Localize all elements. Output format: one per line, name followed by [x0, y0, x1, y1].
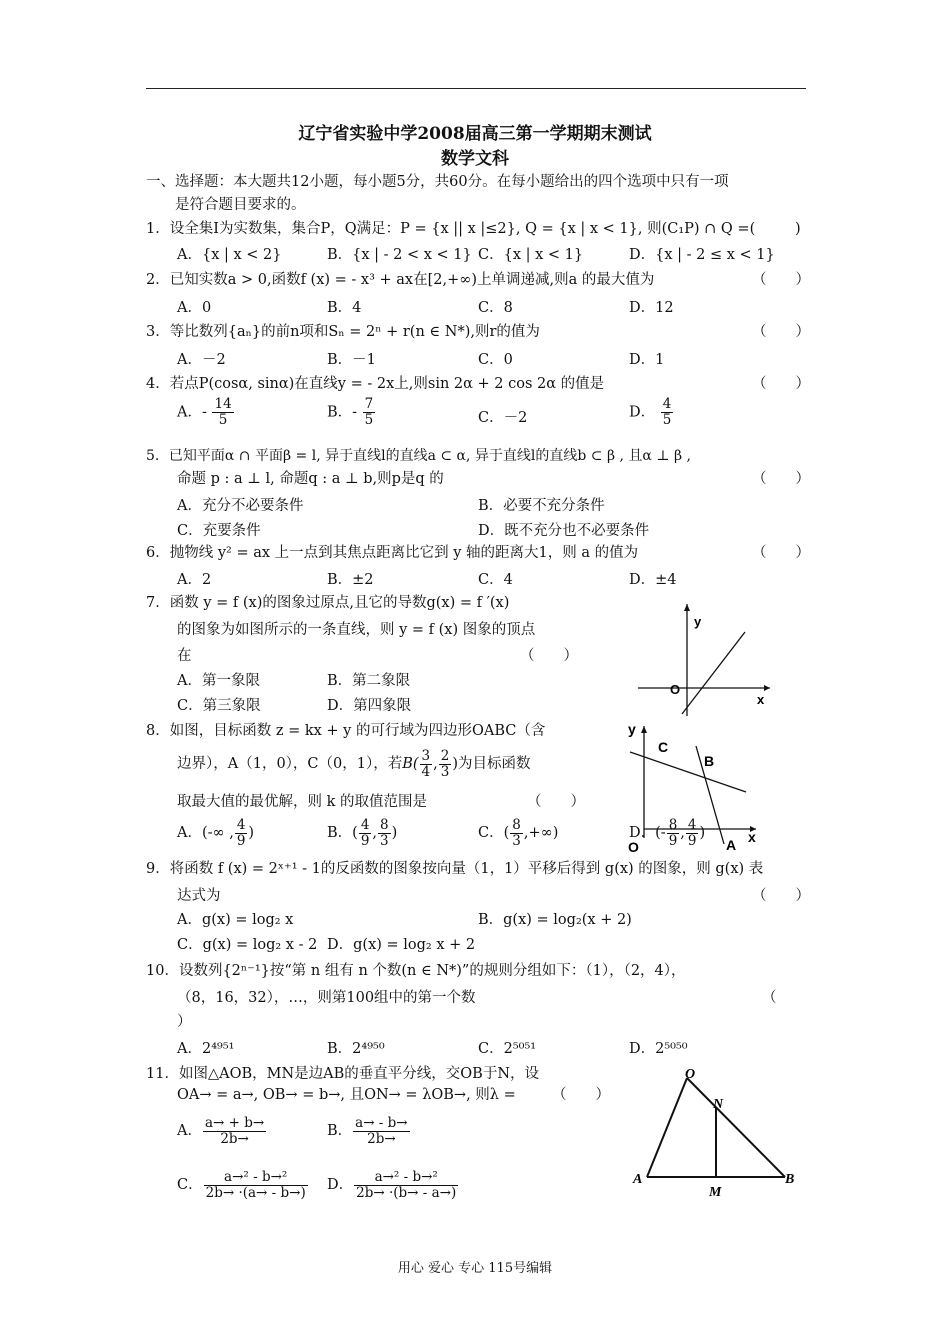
question-5-stem-cont: 命题 p : a ⊥ l, 命题q : a ⊥ b,则p是q 的	[177, 471, 444, 487]
q11-b-label: B．	[327, 1123, 353, 1139]
q8-c-pre: C．(	[478, 825, 510, 841]
q8-b-den2: 3	[380, 832, 389, 849]
q8-bx-num: 3	[421, 747, 431, 764]
question-10-paren-open: （	[762, 990, 777, 1006]
q4-b-label: B．-	[327, 404, 358, 421]
q2-option-d: D．12	[629, 300, 674, 316]
q11-n-label: N	[713, 1097, 724, 1112]
q8-d-pre: D．(-	[629, 825, 666, 841]
q5-option-c: C．充要条件	[177, 523, 261, 539]
question-11-stem-cont: OA→ = a→, OB→ = b→, 且ON→ = λOB→, 则λ =	[177, 1087, 516, 1103]
q8-stem-part2: )为目标函数	[452, 756, 531, 772]
q7-y-arrow	[684, 604, 690, 611]
q8-by-num: 2	[440, 747, 450, 764]
q9-option-d: D．g(x) = log₂ x + 2	[327, 937, 476, 953]
q8-bx-den: 4	[421, 763, 431, 780]
q8-c-label: C	[658, 739, 669, 755]
q2-option-c: C．8	[478, 300, 513, 316]
q11-b-label: B	[785, 1172, 795, 1187]
question-1-stem: 1．设全集Ⅰ为实数集，集合P，Q满足：P = {x || x |≤2}, Q = {x | x < 1}, 则(C₁P) ∩ Q =(	[146, 221, 756, 237]
question-4-stem: 4．若点P(cosα, sinα)在直线y = - 2x上,则sin 2α + 2 cos 2α 的值是	[146, 376, 605, 392]
question-7-stem: 7．函数 y = f (x)的图象过原点,且它的导数g(x) = f ′(x)	[146, 595, 510, 611]
q8-b-fraction-1	[359, 818, 372, 849]
section-instructions: 一、选择题：本大题共12小题，每小题5分，共60分。在每小题给出的四个选项中只有一项	[146, 174, 729, 190]
q11-a-num: a→ + b→	[204, 1114, 265, 1131]
q8-y-label: y	[628, 721, 636, 737]
q2-option-a: A．0	[177, 300, 212, 316]
q4-option-c: C．－2	[478, 410, 528, 426]
q8-y-arrow	[641, 726, 647, 733]
q8-option-a	[177, 816, 254, 850]
question-2-stem: 2．已知实数a > 0,函数f (x) = - x³ + ax在[2,+∞)上单调递减,则a 的最大值为	[146, 272, 655, 288]
question-4-paren: （ ）	[752, 376, 810, 392]
top-rule	[146, 88, 806, 89]
q7-option-a: A．第一象限	[177, 673, 260, 689]
q11-c-label: C．	[177, 1177, 203, 1193]
q7-x-label: x	[757, 692, 765, 707]
q8-option-b: B．( $\frac{4}{9}$ , $\frac{8}{3}$ )	[327, 816, 398, 849]
q8-origin-label: O	[628, 839, 639, 855]
question-8-stem: 8．如图，目标函数 z = kx + y 的可行域为四边形OABC（含	[146, 723, 546, 739]
question-9-stem-cont: 达式为	[177, 888, 221, 904]
q11-d-num: a→² - b→²	[354, 1170, 458, 1186]
q10-option-d: D．2⁵⁰⁵⁰	[629, 1041, 688, 1057]
q4-d-num: 4	[662, 396, 672, 412]
q8-x-label: x	[748, 829, 756, 845]
q7-origin-label: O	[670, 682, 681, 697]
q4-b-num: 7	[364, 396, 374, 412]
q11-o-label: O	[685, 1067, 696, 1082]
q11-c-num: a→² - b→²	[204, 1170, 308, 1186]
q9-option-a: A．g(x) = log₂ x	[177, 912, 294, 928]
q8-bx-fraction	[420, 749, 433, 780]
q11-a-den: 2b→	[220, 1130, 249, 1147]
q10-option-a: A．2⁴⁹⁵¹	[177, 1041, 235, 1057]
q6-option-a: A．2	[177, 572, 212, 588]
q4-d-den: 5	[662, 412, 672, 428]
q10-option-b: B．2⁴⁹⁵⁰	[327, 1041, 385, 1057]
q4-d-fraction	[661, 397, 674, 428]
q8-option-d: D．(- $\frac{8}{9}$ , $\frac{4}{9}$ )	[629, 816, 706, 849]
page-title: 辽宁省实验中学2008届高三第一学期期末测试	[298, 124, 652, 144]
page-subtitle: 数学文科	[441, 149, 509, 169]
q8-b-num2: 8	[380, 816, 389, 833]
q9-option-b: B．g(x) = log₂(x + 2)	[478, 912, 632, 928]
q7-option-c: C．第三象限	[177, 698, 261, 714]
q6-option-d: D．±4	[629, 572, 677, 588]
q11-b-num: a→ - b→	[355, 1114, 408, 1131]
q7-derivative-line	[682, 632, 745, 714]
q8-d-den1: 9	[668, 832, 678, 849]
q6-option-c: C．4	[478, 572, 513, 588]
question-6-paren: （ ）	[752, 545, 810, 561]
q1-option-b: B．{x | - 2 < x < 1}	[327, 247, 472, 263]
q8-c-den: 3	[512, 832, 521, 849]
q8-point-b: B(	[402, 756, 419, 772]
question-2-paren: （ ）	[752, 272, 810, 288]
q4-b-den: 5	[364, 412, 374, 428]
q8-c-fraction	[510, 818, 523, 849]
q8-b-num1: 4	[360, 816, 370, 833]
q11-side-oa	[647, 1078, 687, 1177]
q8-b-fraction-2	[378, 818, 391, 849]
question-5-stem: 5．已知平面α ∩ 平面β = l, 异于直线l的直线a ⊂ α, 异于直线l的直线b ⊂ β , 且α ⊥ β ,	[146, 448, 691, 464]
question-11-paren: （ ）	[552, 1087, 610, 1103]
q8-d-post: )	[699, 825, 706, 841]
q11-a-fraction	[203, 1116, 266, 1147]
q8-a-num: 4	[236, 816, 246, 833]
q9-option-c: C．g(x) = log₂ x - 2	[177, 937, 318, 953]
section-instructions-cont: 是符合题目要求的。	[175, 197, 306, 213]
q4-a-label: A．-	[177, 404, 207, 421]
q8-a-den: 9	[236, 832, 246, 849]
question-7-stem-end: 在	[177, 648, 192, 664]
q4-a-den: 5	[218, 412, 228, 428]
q8-d-num1: 8	[668, 816, 678, 833]
q8-stem-part1: 边界），A（1，0），C（0，1），若	[177, 756, 403, 772]
q8-b-den1: 9	[360, 832, 370, 849]
q2-option-b: B．4	[327, 300, 362, 316]
q1-option-a: A．{x | x < 2}	[177, 247, 282, 263]
question-1-paren: )	[795, 221, 801, 237]
question-10-stem-cont: （8，16，32），…，则第100组中的第一个数	[177, 990, 476, 1006]
q11-option-a	[177, 1111, 267, 1151]
q3-option-a: A．－2	[177, 352, 226, 368]
q8-d-den2: 9	[687, 832, 697, 849]
question-7-paren: （ ）	[520, 648, 578, 664]
question-11-stem: 11．如图△AOB，MN是边AB的垂直平分线，交OB于N，设	[146, 1066, 540, 1082]
question-10-paren-close: ）	[177, 1014, 192, 1030]
q1-option-c: C．{x | x < 1}	[478, 247, 584, 263]
q3-option-b: B．－1	[327, 352, 376, 368]
q5-option-b: B．必要不充分条件	[478, 498, 605, 514]
q8-by-den: 3	[440, 763, 450, 780]
q8-a-label: A	[726, 837, 737, 853]
q4-a-num: 14	[214, 396, 232, 412]
q8-b-post: )	[391, 825, 398, 841]
q4-option-d	[629, 397, 674, 428]
q8-a-fraction	[235, 818, 248, 849]
question-8-stem-cont: 边界），A（1，0），C（0，1），若B( $\frac{3}{4}$ , $\frac{2}{3}$ )为目标函数	[177, 747, 531, 780]
question-8-stem-end: 取最大值的最优解，则 k 的取值范围是	[177, 794, 428, 810]
q8-a-post: )	[248, 825, 255, 841]
q8-d-num2: 4	[687, 816, 697, 833]
q11-d-label: D．	[327, 1177, 354, 1193]
q4-a-fraction	[212, 397, 233, 428]
question-9-paren: （ ）	[752, 888, 810, 904]
q4-b-fraction	[363, 397, 376, 428]
q8-d-fraction-2	[686, 818, 699, 849]
question-7-stem-cont: 的图象为如图所示的一条直线，则 y = f (x) 图象的顶点	[177, 622, 536, 638]
q8-option-c	[478, 816, 558, 850]
q11-figure	[625, 1062, 805, 1202]
q11-side-ob	[687, 1078, 785, 1177]
question-5-paren: （ ）	[752, 471, 810, 487]
q7-option-d: D．第四象限	[327, 698, 412, 714]
q11-b-den: 2b→	[367, 1130, 396, 1147]
question-8-paren: （ ）	[527, 794, 585, 810]
q8-line-cb	[630, 752, 746, 792]
q5-option-a: A．充分不必要条件	[177, 498, 304, 514]
q8-d-fraction-1	[667, 818, 680, 849]
q4-option-a	[177, 397, 235, 428]
q11-b-fraction	[353, 1116, 409, 1147]
q7-figure	[630, 596, 780, 722]
q8-by-fraction	[439, 749, 452, 780]
q8-a-pre: A．(-∞ ,	[177, 825, 234, 841]
q7-x-arrow	[764, 685, 770, 691]
q11-option-b	[327, 1111, 411, 1151]
q7-y-label: y	[694, 614, 702, 629]
q4-option-b	[327, 397, 376, 428]
q11-c-den: 2b→ ·(a→ - b→)	[205, 1184, 306, 1201]
question-9-stem: 9．将函数 f (x) = 2ˣ⁺¹ - 1的反函数的图象按向量（1，1）平移后得到 g(x) 的图象，则 g(x) 表	[146, 861, 764, 877]
q11-d-fraction	[354, 1170, 458, 1201]
q11-m-label: M	[709, 1185, 722, 1200]
q4-d-label: D．	[629, 404, 656, 421]
q11-c-fraction	[204, 1170, 308, 1201]
q8-b-label: B	[704, 753, 715, 769]
q3-option-c: C．0	[478, 352, 513, 368]
q8-b-pre: B．(	[327, 825, 358, 841]
q11-option-d	[327, 1165, 459, 1205]
question-3-paren: （ ）	[752, 324, 810, 340]
page-footer: 用心 爱心 专心 115号编辑	[397, 1261, 553, 1276]
q7-option-b: B．第二象限	[327, 673, 411, 689]
q5-option-d: D．既不充分也不必要条件	[478, 523, 650, 539]
q10-option-c: C．2⁵⁰⁵¹	[478, 1041, 537, 1057]
question-10-stem: 10．设数列{2ⁿ⁻¹}按“第 n 组有 n 个数(n ∈ N*)”的规则分组如下：（1），（2，4），	[146, 963, 686, 979]
question-3-stem: 3．等比数列{aₙ}的前n项和Sₙ = 2ⁿ + r(n ∈ N*),则r的值为	[146, 324, 540, 340]
q11-d-den: 2b→ ·(b→ - a→)	[356, 1184, 457, 1201]
q8-c-post: ,+∞)	[523, 825, 559, 841]
question-6-stem: 6．抛物线 y² = ax 上一点到其焦点距离比它到 y 轴的距离大1，则 a 的值为	[146, 545, 639, 561]
q11-option-c	[177, 1165, 309, 1205]
q11-a-label: A．	[177, 1123, 202, 1139]
q1-option-d: D．{x | - 2 ≤ x < 1}	[629, 247, 775, 263]
q11-a-label: A	[633, 1172, 643, 1187]
q3-option-d: D．1	[629, 352, 665, 368]
q6-option-b: B．±2	[327, 572, 374, 588]
q8-c-num: 8	[512, 816, 521, 833]
